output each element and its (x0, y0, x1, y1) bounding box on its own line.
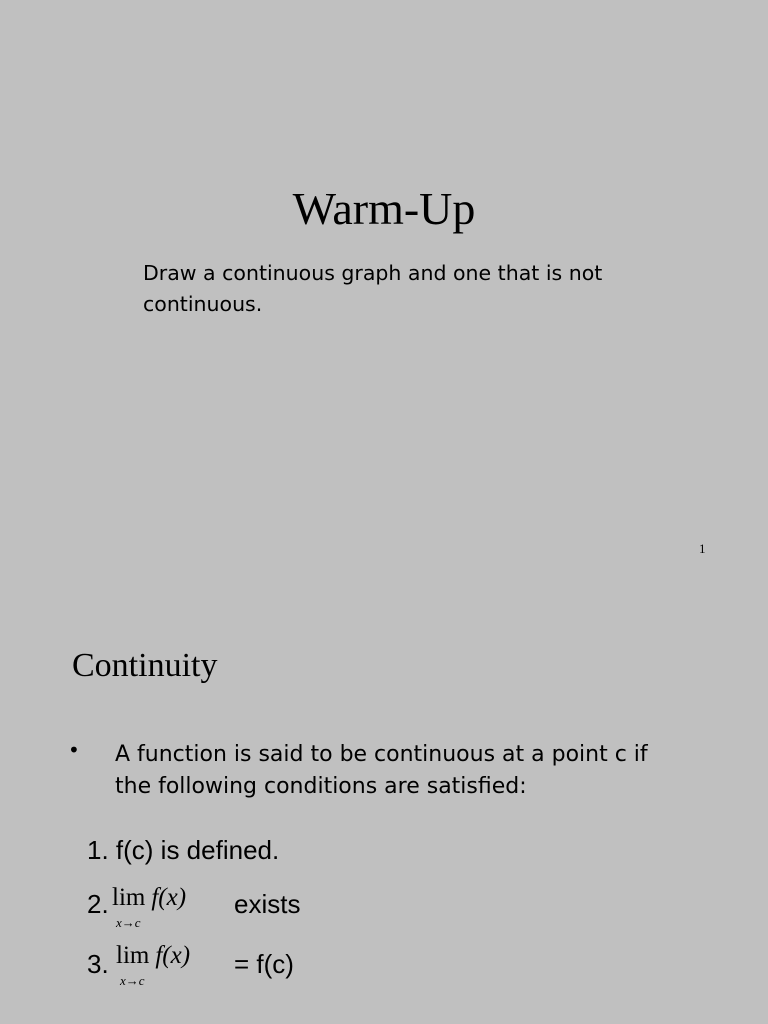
condition-number: 1. (87, 835, 109, 865)
condition-2-number: 2. (87, 889, 109, 919)
function-expression: f(x) (151, 884, 187, 911)
bullet-line: the following conditions are satisfied: (115, 774, 527, 799)
slide-title: Warm-Up (292, 183, 476, 234)
bullet-text (115, 739, 695, 803)
slide-title: Continuity (72, 647, 218, 684)
page-number: 1 (699, 541, 706, 556)
limit-expression (112, 884, 187, 930)
condition-3-number: 3. (87, 949, 109, 979)
limit-operator: lim (112, 884, 146, 911)
condition-text: exists (234, 889, 301, 919)
limit-subscript: x→c (120, 973, 145, 988)
bullet-icon: • (68, 738, 80, 762)
function-expression: f(x) (155, 942, 191, 969)
body-line: continuous. (143, 292, 263, 316)
limit-expression (116, 942, 191, 988)
condition-text: f(c) is defined. (115, 835, 280, 865)
condition-1 (87, 835, 279, 866)
limit-operator: lim (116, 942, 150, 969)
slide-body (143, 258, 683, 320)
body-line: Draw a continuous graph and one that is not (143, 261, 603, 285)
bullet-line: A function is said to be continuous at a point c if (115, 742, 648, 767)
slide-continuity (0, 580, 768, 1024)
limit-subscript: x→c (116, 915, 141, 930)
condition-text: = f(c) (234, 949, 294, 979)
